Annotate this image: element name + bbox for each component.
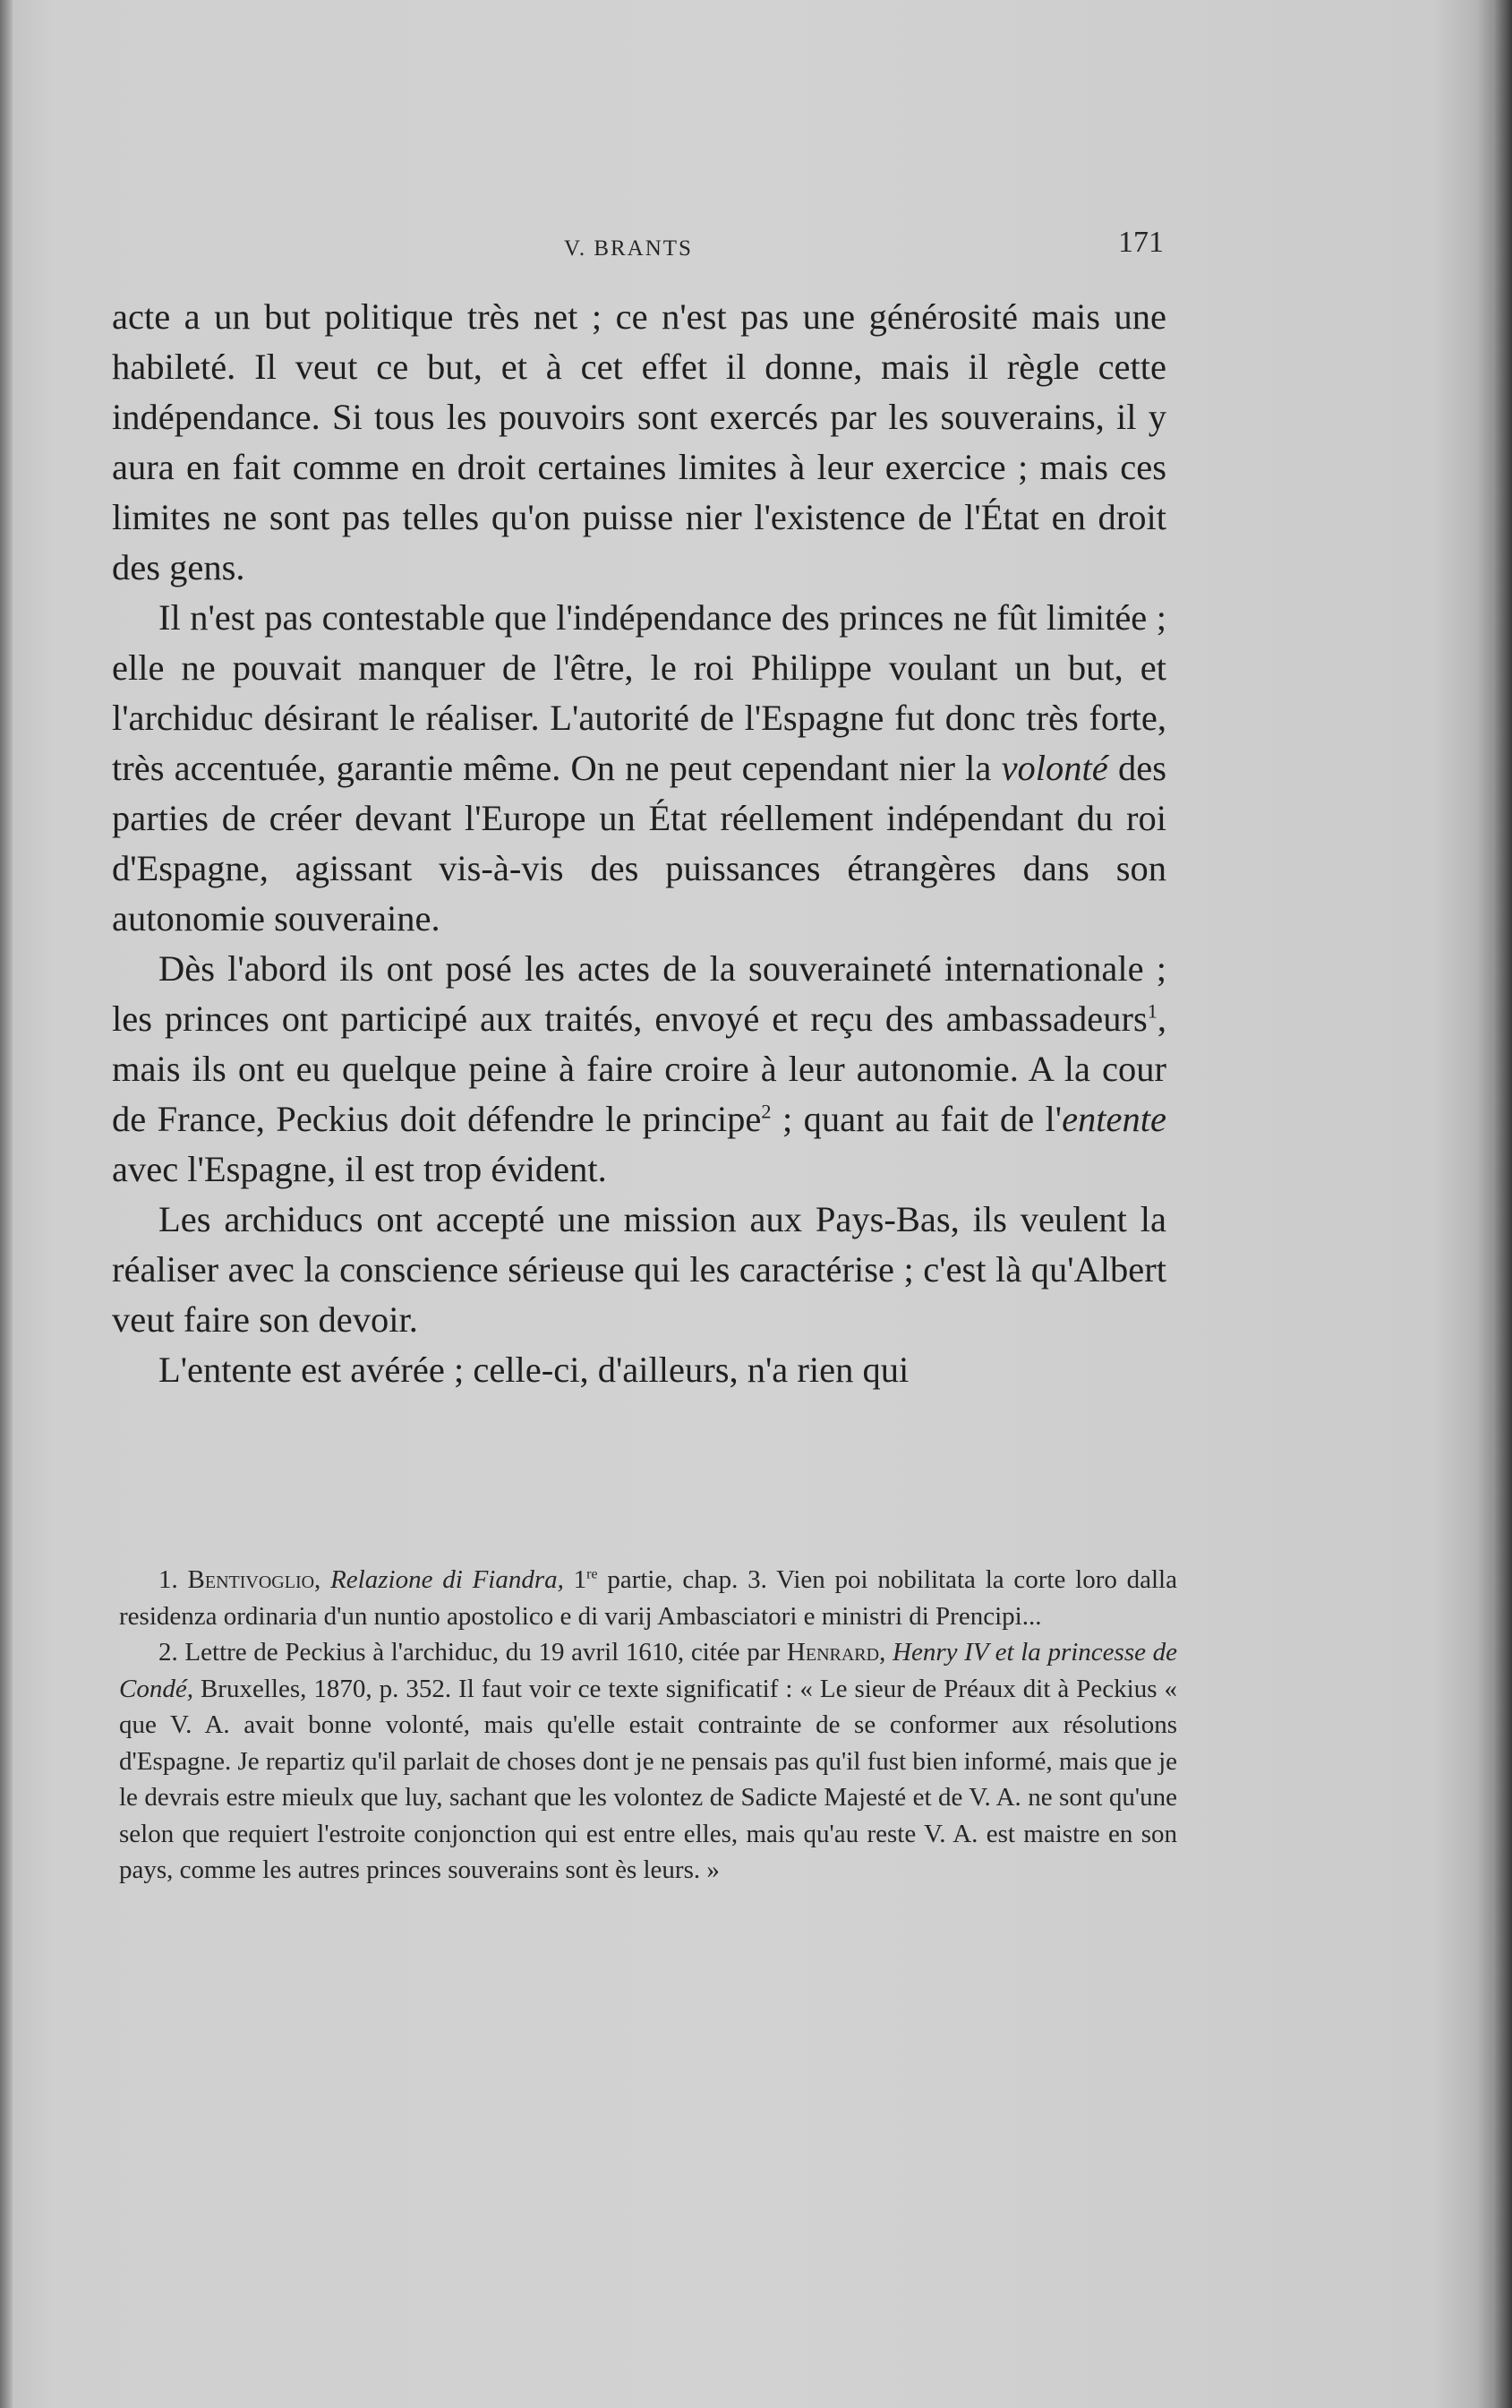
footnote-2-author: Henrard, — [786, 1638, 886, 1667]
footnote-2 — [119, 1634, 1177, 1889]
footnote-1-text-b: partie, chap. 3. Vien poi nobilitata la corte loro dalla residenza ordinaria d'un nuntio apostolico e di varij Ambasciatori e ministri di Prencipi... — [119, 1565, 1177, 1631]
footnote-2-title: Henry IV et la princesse de Condé, — [119, 1638, 1178, 1703]
paragraph-2-end: des parties de créer devant l'Europe un État réellement indépendant du roi d'Espagne, agissant vis-à-vis des puissances étrangères dans son autonomie souveraine. — [112, 748, 1166, 938]
footnote-1-title: Relazione di Fiandra, — [330, 1565, 564, 1594]
paragraph-2-text: Il n'est pas contestable que l'indépendance des princes ne fût limitée ; elle ne pouvait manquer de l'être, le roi Philippe voulant un but, et l'archiduc désirant le réaliser. L'autorité de l'Espagne fut donc très forte, très accentuée, garantie même. On ne peut cependant nier la — [112, 597, 1166, 788]
page-left-edge — [0, 0, 13, 2408]
paragraph-2 — [112, 593, 1166, 944]
footnote-2-text-b: Bruxelles, 1870, p. 352. Il faut voir ce texte significatif : « Le sieur de Préaux dit à Peckius « que V. A. avait bonne volonté, mais qu'elle estait contrainte de se conformer aux résolutions d'Espagne. Je repartiz qu'il parlait de choses dont je ne pensais pas qu'il fust bien informé, mais que je le devrais estre mieulx que luy, sachant que les volontez de Sadicte Majesté et de V. A. ne sont qu'une selon que requiert l'estroite conjonction qui est entre elles, mais qu'au reste V. A. est maistre en son pays, comme les autres princes souverains sont ès leurs. » — [119, 1674, 1177, 1884]
paragraph-5: L'entente est avérée ; celle-ci, d'ailleurs, n'a rien qui — [158, 1350, 910, 1390]
paragraph-3-text-b: , mais ils ont eu quelque peine à faire croire à leur autonomie. A la cour de France, Peckius doit défendre le principe — [112, 998, 1166, 1139]
main-text — [112, 292, 1166, 1395]
footnote-ref-2: 2 — [761, 1100, 772, 1123]
emphasis-volonte: volonté — [1001, 748, 1108, 788]
paragraph-3 — [112, 944, 1166, 1195]
footnote-ref-1: 1 — [1147, 999, 1157, 1023]
emphasis-entente: entente — [1062, 1099, 1167, 1139]
footnotes — [119, 1562, 1177, 1889]
page-number: 171 — [1118, 226, 1164, 259]
footnote-1-superscript: re — [586, 1566, 598, 1582]
footnote-1 — [119, 1562, 1177, 1634]
running-head: V. BRANTS — [564, 236, 693, 261]
footnote-1-number: 1. — [158, 1565, 178, 1594]
footnote-2-text-a: Lettre de Peckius à l'archiduc, du 19 avril 1610, citée par — [184, 1638, 787, 1667]
paragraph-3-text-c: ; quant au fait de l' — [771, 1099, 1063, 1139]
page-right-edge — [1492, 0, 1512, 2408]
page-header — [116, 226, 1182, 270]
paragraph-3-text-d: avec l'Espagne, il est trop évident. — [112, 1149, 607, 1189]
footnote-1-text-a: 1 — [563, 1565, 587, 1594]
footnote-2-number: 2. — [158, 1638, 178, 1667]
paragraph-3-text-a: Dès l'abord ils ont posé les actes de la souveraineté internationale ; les princes ont participé aux traités, envoyé et reçu des ambassadeurs — [112, 948, 1166, 1039]
footnote-1-author: Bentivoglio, — [187, 1565, 321, 1594]
paragraph-1: acte a un but politique très net ; ce n'est pas une générosité mais une habileté. Il veut ce but, et à cet effet il donne, mais il règle cette indépendance. Si tous les pouvoirs sont exercés par les souverains, il y aura en fait comme en droit certaines limites à leur exercice ; mais ces limites ne sont pas telles qu'on puisse nier l'existence de l'État en droit des gens. — [112, 296, 1166, 587]
paragraph-4: Les archiducs ont accepté une mission aux Pays-Bas, ils veulent la réaliser avec la conscience sérieuse qui les caractérise ; c'est là qu'Albert veut faire son devoir. — [112, 1199, 1166, 1340]
